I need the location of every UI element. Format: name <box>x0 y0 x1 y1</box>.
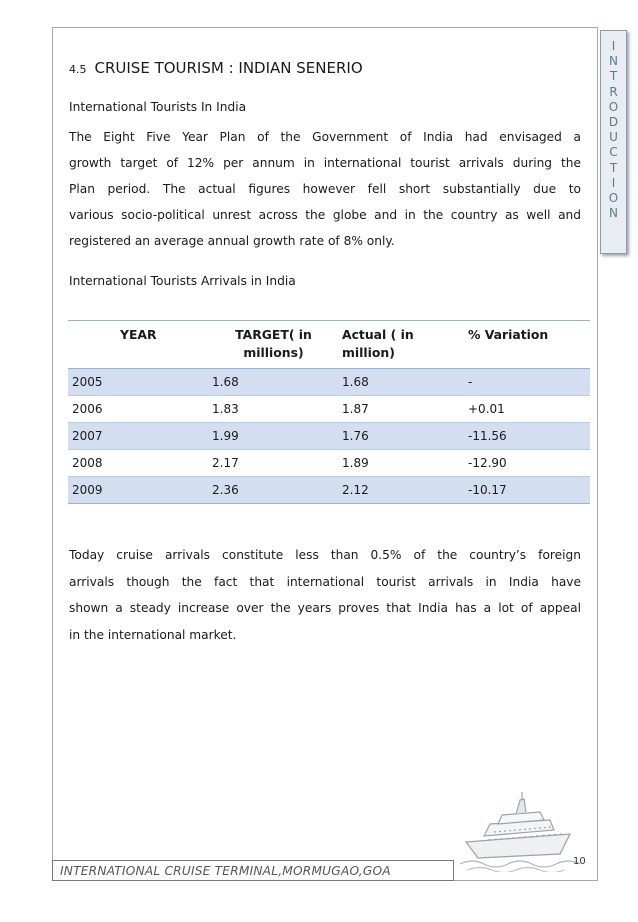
cell-year: 2007 <box>68 423 208 450</box>
header-variation: % Variation <box>464 321 590 369</box>
cell-year: 2008 <box>68 450 208 477</box>
cell-target: 2.17 <box>208 450 338 477</box>
cell-variation: - <box>464 369 590 396</box>
cell-year: 2009 <box>68 477 208 504</box>
subsection-title: International Tourists In India <box>69 100 247 114</box>
cell-actual: 1.76 <box>338 423 464 450</box>
cruise-paragraph <box>69 542 581 648</box>
cell-actual: 1.89 <box>338 450 464 477</box>
section-heading <box>69 59 363 77</box>
cell-year: 2005 <box>68 369 208 396</box>
header-year: YEAR <box>68 321 208 369</box>
cell-target: 1.99 <box>208 423 338 450</box>
section-number: 4.5 <box>69 63 87 76</box>
header-actual: Actual ( in million) <box>338 321 464 369</box>
footer-title: INTERNATIONAL CRUISE TERMINAL,MORMUGAO,GOA <box>60 864 391 878</box>
paragraph-line: various socio-political unrest across the globe and in the country as well and <box>69 208 581 222</box>
cruise-ship-icon <box>458 790 582 872</box>
page-number: 10 <box>573 856 586 867</box>
table-row <box>68 450 590 477</box>
table-row <box>68 423 590 450</box>
table-row <box>68 396 590 423</box>
cell-actual: 2.12 <box>338 477 464 504</box>
cell-actual: 1.68 <box>338 369 464 396</box>
paragraph-line: shown a steady increase over the years proves that India has a lot of appeal <box>69 601 581 615</box>
paragraph-line: Today cruise arrivals constitute less than 0.5% of the country’s foreign <box>69 548 581 562</box>
table-row <box>68 369 590 396</box>
cell-target: 1.83 <box>208 396 338 423</box>
table-caption: International Tourists Arrivals in India <box>69 274 296 288</box>
paragraph-line: The Eight Five Year Plan of the Government of India had envisaged a <box>69 130 581 144</box>
cell-variation: -12.90 <box>464 450 590 477</box>
table-row <box>68 477 590 504</box>
arrivals-table <box>68 320 590 504</box>
paragraph-line: Plan period. The actual figures however fell short substantially due to <box>69 182 581 196</box>
cell-variation: -10.17 <box>464 477 590 504</box>
cell-actual: 1.87 <box>338 396 464 423</box>
paragraph-line: registered an average annual growth rate of 8% only. <box>69 234 395 248</box>
paragraph-line: in the international market. <box>69 627 237 642</box>
cell-target: 2.36 <box>208 477 338 504</box>
cell-variation: +0.01 <box>464 396 590 423</box>
intro-paragraph <box>69 124 581 254</box>
cell-target: 1.68 <box>208 369 338 396</box>
cell-variation: -11.56 <box>464 423 590 450</box>
section-title: CRUISE TOURISM : INDIAN SENERIO <box>94 59 363 77</box>
paragraph-line: growth target of 12% per annum in international tourist arrivals during the <box>69 156 581 170</box>
table-header-row <box>68 321 590 369</box>
section-side-tab <box>600 30 627 254</box>
side-tab-label: I N T R O D U C T I O N <box>608 39 619 221</box>
header-target: TARGET( in millions) <box>208 321 338 369</box>
cell-year: 2006 <box>68 396 208 423</box>
paragraph-line: arrivals though the fact that international tourist arrivals in India have <box>69 574 581 589</box>
